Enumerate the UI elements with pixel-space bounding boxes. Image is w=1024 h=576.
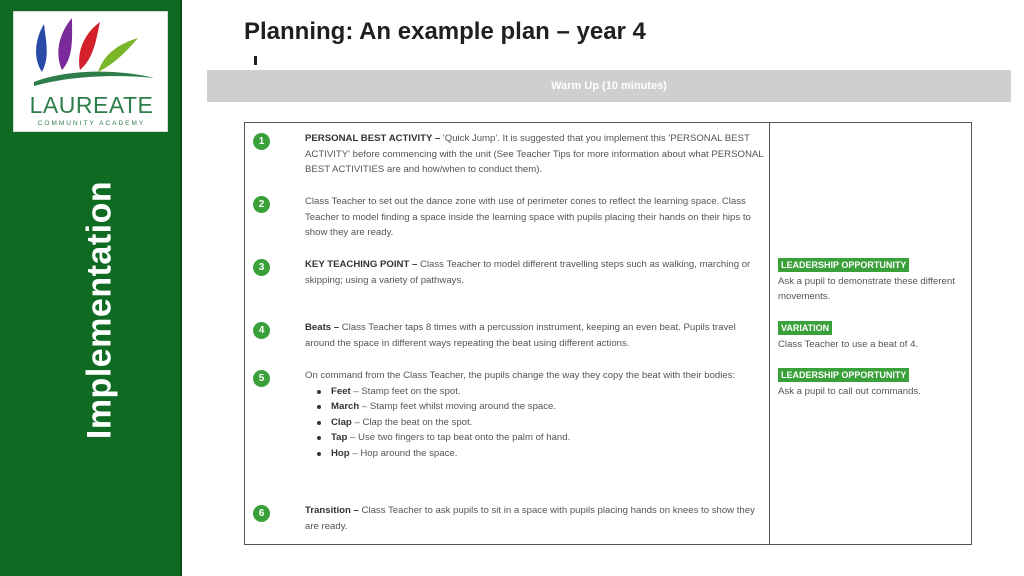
bullet-text: – Stamp feet whilst moving around the space. <box>359 401 557 413</box>
status-badge: LEADERSHIP OPPORTUNITY <box>778 368 909 382</box>
bullet-text: – Stamp feet on the spot. <box>350 385 461 397</box>
bullet-text: – Clap the beat on the spot. <box>351 416 473 428</box>
column-divider <box>769 123 770 544</box>
logo-wordmark: LAUREATE <box>29 92 154 118</box>
step-body: 'Quick Jump'. It is suggested that you implement this 'PERSONAL BEST ACTIVITY' before commencing with the unit (See Teacher Tips for more information about what PERSONAL BEST ACTIVITIES are and how/when to conduct them). <box>305 133 764 176</box>
step-number-badge: 6 <box>253 505 270 522</box>
step-text <box>305 503 765 534</box>
page-title: Planning: An example plan – year 4 <box>244 18 646 45</box>
bullet-term: March <box>331 401 360 413</box>
step-number-badge: 5 <box>253 370 270 387</box>
step-heading: Transition – <box>305 505 359 516</box>
school-logo <box>13 11 168 132</box>
step-heading: PERSONAL BEST ACTIVITY – <box>305 133 441 144</box>
step-heading: Beats – <box>305 322 340 333</box>
lesson-plan-table <box>244 122 972 545</box>
status-badge: VARIATION <box>778 321 832 335</box>
step-text <box>305 194 765 241</box>
bullet-term: Feet <box>331 385 351 397</box>
list-item <box>315 430 765 446</box>
sidebar <box>0 0 182 576</box>
bullet-term: Clap <box>331 416 352 428</box>
bullet-text: – Hop around the space. <box>349 447 458 459</box>
note-variation <box>778 321 963 352</box>
list-item <box>315 384 765 400</box>
step-number-badge: 2 <box>253 196 270 213</box>
note-leadership-1 <box>778 258 963 305</box>
list-item <box>315 399 765 415</box>
bullet-text: – Use two fingers to tap beat onto the palm of hand. <box>347 432 571 444</box>
step-text <box>305 257 765 288</box>
note-leadership-2 <box>778 368 963 399</box>
logo-tagline: COMMUNITY ACADEMY <box>37 120 146 127</box>
step-number-badge: 3 <box>253 259 270 276</box>
step-body: On command from the Class Teacher, the pupils change the way they copy the beat with their bodies: <box>305 370 736 381</box>
section-label: Implementation <box>80 180 119 440</box>
note-text: Ask a pupil to call out commands. <box>778 385 921 397</box>
note-text: Ask a pupil to demonstrate these different movements. <box>778 275 955 303</box>
bullet-term: Hop <box>331 447 350 459</box>
step-body: Class Teacher to ask pupils to sit in a space with pupils placing hands on knees to show they are ready. <box>305 505 755 532</box>
step-body: Class Teacher taps 8 times with a percussion instrument, keeping an even beat. Pupils travel around the space in different ways repeating the beat using different actions. <box>305 322 736 349</box>
step-heading: KEY TEACHING POINT – <box>305 259 418 270</box>
note-text: Class Teacher to use a beat of 4. <box>778 338 919 350</box>
step-number-badge: 1 <box>253 133 270 150</box>
step-text <box>305 131 765 178</box>
step-text <box>305 320 765 351</box>
title-mark <box>254 56 257 65</box>
warmup-header: Warm Up (10 minutes) <box>207 70 1011 102</box>
movement-list <box>315 384 765 462</box>
step-number-badge: 4 <box>253 322 270 339</box>
step-body: Class Teacher to set out the dance zone with use of perimeter cones to reflect the learning space. Class Teacher to model finding a space inside the learning space with pupils placing their hands on their hips to show they are ready. <box>305 196 751 239</box>
status-badge: LEADERSHIP OPPORTUNITY <box>778 258 909 272</box>
bullet-term: Tap <box>331 432 348 444</box>
step-text <box>305 368 765 462</box>
list-item <box>315 446 765 462</box>
step-body: Class Teacher to model different travelling steps such as walking, marching or skipping; using a variety of pathways. <box>305 259 751 286</box>
laureate-flame-logo-icon <box>14 12 169 92</box>
list-item <box>315 415 765 431</box>
